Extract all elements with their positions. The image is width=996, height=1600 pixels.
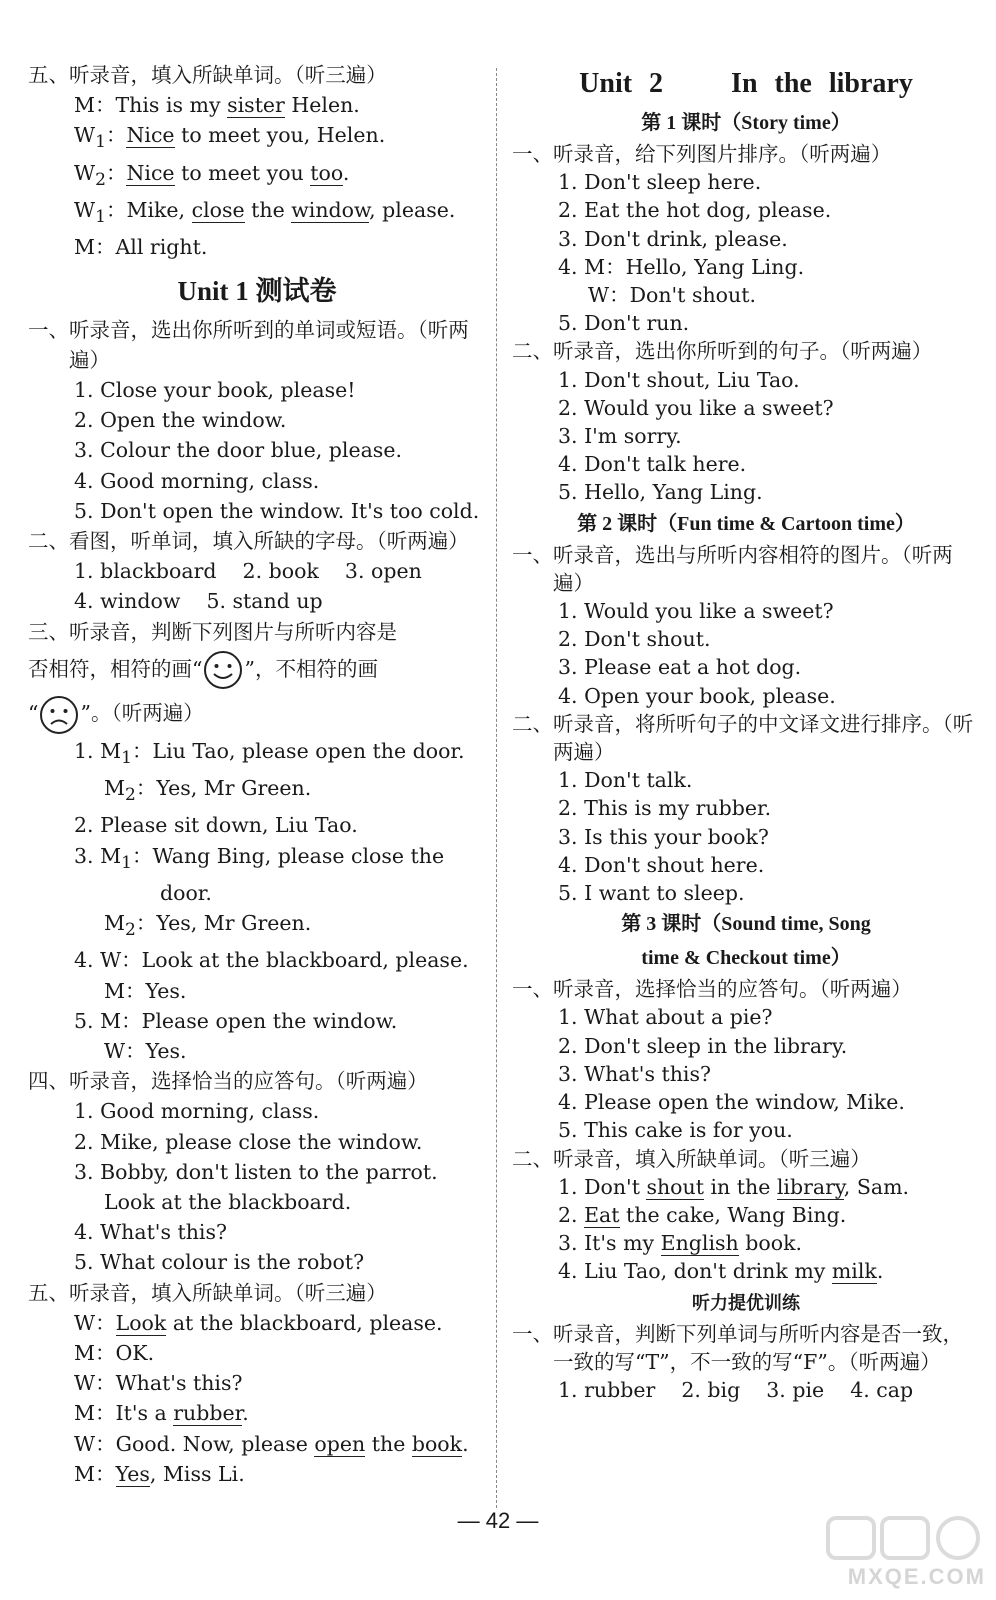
section-heading: 三、听录音，判断下列图片与所听内容是 [28,619,397,644]
list-item: 1. Close your book, please! [74,377,356,402]
section-3 [28,617,486,1067]
section-5-dictation-a [28,60,486,263]
section-5-dictation-b [28,1278,486,1489]
list-item: 5. I want to sleep. [558,881,745,906]
smiley-face-icon [202,649,244,691]
list-item: 3. Don't drink, please. [558,226,788,251]
fill-item: 2. Eat the cake, Wang Bing. [558,1202,847,1227]
fill-item: 1. Don't shout in the library, Sam. [558,1174,910,1199]
list-item: 1. What about a pie? [558,1005,773,1030]
word-row: 1. blackboard 2. book 3. open [74,559,422,584]
list-item: 1. Don't shout, Liu Tao. [558,367,800,392]
dialogue-line: W：Good. Now, please open the book. [74,1431,469,1456]
dialogue-line: W：Look at the blackboard, please. [74,1310,443,1335]
list-item: 1. Don't sleep here. [558,170,762,195]
sad-face-icon [38,694,80,736]
list-item: 2. This is my rubber. [558,796,772,821]
section-heading: 五、听录音，填入所缺单词。（听三遍） [28,63,387,87]
list-item: 3. Colour the door blue, please. [74,438,402,463]
list-item: 4. Good morning, class. [74,468,320,493]
list-item: 5. This cake is for you. [558,1118,793,1143]
dialogue-line: $W_1$：Nice to meet you, Helen. [74,123,386,153]
answer-blank: rubber [173,1401,243,1426]
lesson-heading: 第 2 课时（Fun time & Cartoon time） [577,512,915,535]
list-item-cont: Look at the blackboard. [104,1189,352,1214]
r-section-3 [512,541,980,710]
watermark [820,1512,990,1592]
fill-item: 4. Liu Tao, don't drink my milk. [558,1259,884,1284]
list-item: 5. Hello, Yang Ling. [558,480,763,505]
r-section-7 [512,1320,980,1405]
list-item: 3. I'm sorry. [558,424,682,449]
page-number: — 42 — [457,1508,539,1533]
list-item-cont: W：Yes. [104,1038,187,1063]
section-heading: 五、听录音，填入所缺单词。（听三遍） [28,1280,387,1305]
r-section-1 [512,140,980,337]
list-item: 3. Bobby, don't listen to the parrot. [74,1159,438,1184]
answer-blank: library [776,1174,844,1199]
answer-blank: English [660,1231,739,1256]
section-heading: 一、 听录音，选出你所听到的单词或短语。（听两遍） [28,317,469,372]
answer-blank: sister [227,93,285,118]
training-heading: 听力提优训练 [692,1292,800,1313]
right-column [512,60,980,1404]
list-item: 4. M：Hello, Yang Ling. [558,254,805,279]
section-heading-cont: 否相符，相符的画“ ”，不相符的画 [28,647,486,692]
list-item: 4. Open your book, please. [558,683,836,708]
left-column [28,60,486,1489]
answer-blank: too [310,160,343,185]
list-item: 3. Please eat a hot dog. [558,655,802,680]
list-item: 5. Don't run. [558,311,690,336]
list-item: 2. Eat the hot dog, please. [558,198,832,223]
section-heading: 一、听录音，选择恰当的应答句。（听两遍） [512,977,912,1002]
unit1-test-title: Unit 1 测试卷 [177,275,337,306]
section-1 [28,315,486,526]
lesson-heading-cont: time & Checkout time） [641,947,851,970]
lesson-heading: 第 1 课时（Story time） [641,112,851,134]
list-item: 4. Please open the window, Mike. [558,1090,905,1115]
r-section-4 [512,710,980,907]
list-item: 1. Would you like a sweet? [558,599,834,624]
dialogue-line: W：What's this? [74,1371,243,1396]
list-item-cont: $M_2$：Yes, Mr Green. [104,776,312,806]
dialogue-line: M：OK. [74,1340,155,1365]
section-heading-cont: “ ”。（听两遍） [28,691,486,736]
answer-blank: window [291,198,370,222]
word-row: 4. window 5. stand up [74,589,323,614]
list-item: 5. M：Please open the window. [74,1008,398,1033]
section-2 [28,526,486,617]
dialogue-line: M：All right. [74,235,208,260]
dialogue-line: M：Yes, Miss Li. [74,1461,245,1486]
answer-blank: Nice [126,160,175,185]
section-4 [28,1066,486,1277]
list-item: 2. Don't shout. [558,627,711,652]
section-heading: 二、 看图，听单词，填入所缺的字母。（听两遍） [28,528,469,553]
answer-blank: open [314,1431,366,1456]
section-heading: 一、 听录音，判断下列单词与所听内容是否一致，一致的写“T”，不一致的写“F”。（听两遍） [512,1321,963,1374]
list-item: 4. What's this? [74,1220,227,1245]
list-item: 4. Don't shout here. [558,852,765,877]
r-section-2 [512,337,980,506]
list-item: 2. Mike, please close the window. [74,1129,423,1154]
section-heading: 一、 听录音，给下列图片排序。（听两遍） [512,142,892,166]
section-heading: 二、 听录音，将所听句子的中文译文进行排序。（听两遍） [512,711,974,765]
unit2-title: Unit 2 In the library [579,68,913,99]
list-item: 1. $M_1$：Liu Tao, please open the door. [74,738,465,768]
answer-blank: Yes [115,1461,150,1486]
section-heading: 四、听录音，选择恰当的应答句。（听两遍） [28,1069,428,1094]
section-heading: 二、 听录音，选出你所听到的句子。（听两遍） [512,339,933,364]
answer-blank: shout [646,1174,704,1199]
answer-blank: Look [115,1310,167,1335]
answer-blank: close [191,198,245,222]
lesson-heading: 第 3 课时（Sound time, Song [621,913,871,936]
dialogue-line: M：This is my sister Helen. [74,93,360,118]
list-item: 3. $M_1$：Wang Bing, please close the [74,843,445,873]
watermark-text: MXQE.COM [847,1564,986,1589]
dialogue-line: $W_2$：Nice to meet you too. [74,160,350,190]
list-item: 5. Don't open the window. It's too cold. [74,498,480,523]
list-item: 2. Don't sleep in the library. [558,1033,848,1058]
answer-blank: Nice [126,123,175,148]
fill-item: 3. It's my English book. [558,1231,803,1256]
dialogue-line: $W_1$：Mike, close the window, please. [74,198,456,228]
list-item-cont: door. [160,880,212,905]
list-item: 4. W：Look at the blackboard, please. [74,948,469,973]
answer-blank: Eat [584,1202,620,1227]
list-item: 2. Please sit down, Liu Tao. [74,813,358,838]
section-heading: 一、 听录音，选出与所听内容相符的图片。（听两遍） [512,542,953,595]
list-item-cont: $M_2$：Yes, Mr Green. [104,911,312,941]
column-divider [496,68,497,1508]
r-section-6 [512,1145,980,1286]
answer-blank: book [411,1431,463,1456]
list-item-cont: M：Yes. [104,978,187,1003]
section-heading: 二、听录音，填入所缺单词。（听三遍） [512,1146,871,1171]
watermark-logo-icon [820,1512,990,1564]
list-item-cont: W：Don't shout. [588,283,756,308]
list-item: 1. Good morning, class. [74,1099,320,1124]
list-item: 3. Is this your book? [558,824,769,849]
list-item: 2. Would you like a sweet? [558,395,834,420]
list-item: 3. What's this? [558,1061,711,1086]
word-row: 1. rubber 2. big 3. pie 4. cap [558,1377,914,1402]
list-item: 1. Don't talk. [558,768,693,793]
answer-blank: milk [831,1259,877,1284]
list-item: 5. What colour is the robot? [74,1250,365,1275]
list-item: 2. Open the window. [74,408,287,433]
dialogue-line: M：It's a rubber. [74,1401,249,1426]
list-item: 4. Don't talk here. [558,452,747,477]
r-section-5 [512,975,980,1144]
